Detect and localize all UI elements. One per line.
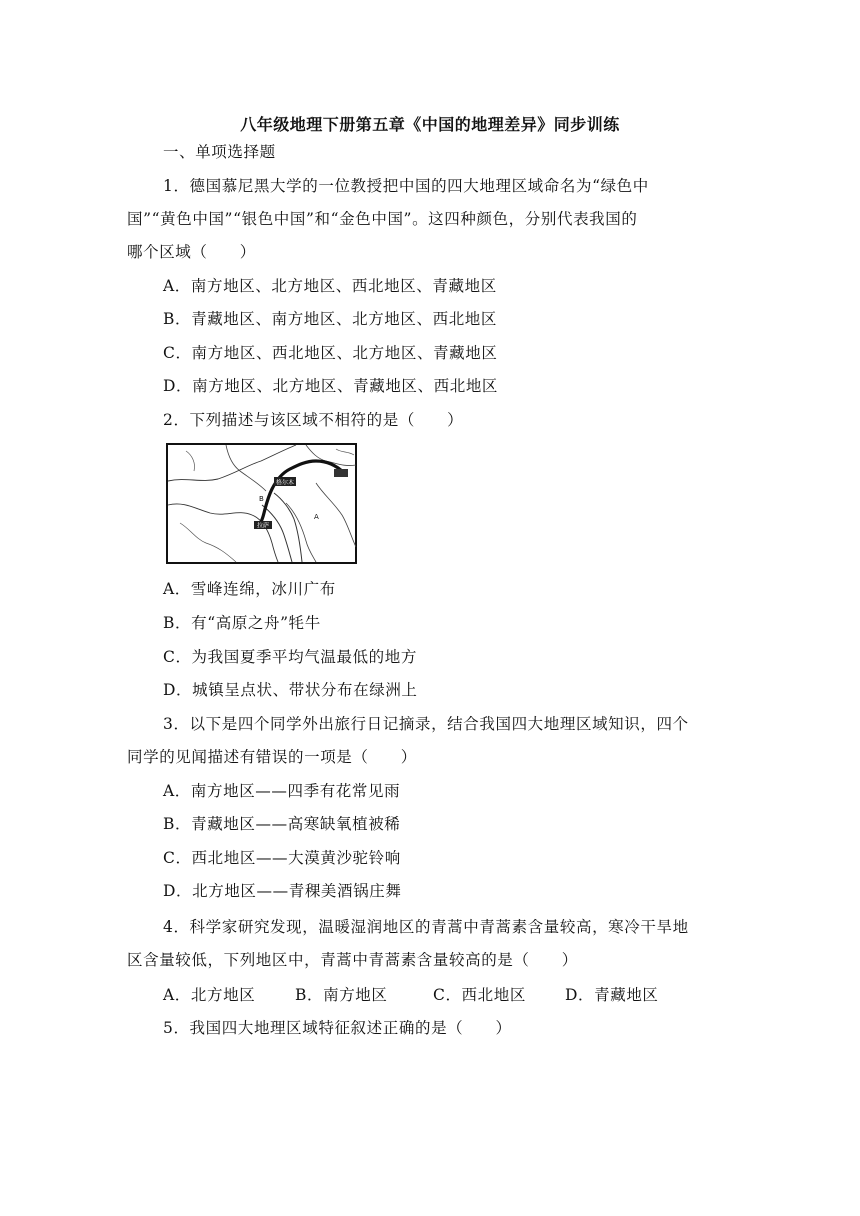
page-title: 八年级地理下册第五章《中国的地理差异》同步训练 bbox=[240, 115, 620, 134]
q1-option-c[interactable]: C．南方地区、西北地区、北方地区、青藏地区 bbox=[163, 344, 498, 362]
map-city-label-2: 拉萨 bbox=[256, 522, 270, 530]
q4-option-b[interactable]: B．南方地区 bbox=[295, 986, 388, 1004]
section-heading: 一、单项选择题 bbox=[163, 143, 276, 161]
q1-option-b[interactable]: B．青藏地区、南方地区、北方地区、西北地区 bbox=[163, 310, 497, 328]
map-city-block bbox=[334, 469, 348, 477]
q4-options-row bbox=[163, 983, 659, 1005]
q4-option-c[interactable]: C．西北地区 bbox=[433, 986, 526, 1004]
q1-text-line-3: 哪个区域（ ） bbox=[127, 243, 256, 261]
q4-option-d[interactable]: D．青藏地区 bbox=[565, 986, 659, 1004]
q5-text: 5．我国四大地理区域特征叙述正确的是（ ） bbox=[163, 1019, 512, 1037]
map-mark-b: B bbox=[259, 495, 264, 503]
q2-text: 2．下列描述与该区域不相符的是（ ） bbox=[163, 411, 464, 429]
q2-option-d[interactable]: D．城镇呈点状、带状分布在绿洲上 bbox=[163, 681, 418, 699]
q4-option-a[interactable]: A．北方地区 bbox=[163, 986, 256, 1004]
q1-option-a[interactable]: A．南方地区、北方地区、西北地区、青藏地区 bbox=[163, 277, 497, 295]
q4-text-line-1: 4．科学家研究发现，温暖湿润地区的青蒿中青蒿素含量较高，寒冷干旱地 bbox=[163, 918, 689, 936]
map-city-label-1: 格尔木 bbox=[275, 479, 295, 487]
q3-option-a[interactable]: A．南方地区——四季有花常见雨 bbox=[163, 782, 401, 800]
q1-text-line-2: 国”“黄色中国”“银色中国”和“金色中国”。这四种颜色，分别代表我国的 bbox=[127, 210, 638, 228]
q2-option-c[interactable]: C．为我国夏季平均气温最低的地方 bbox=[163, 648, 417, 666]
q3-option-c[interactable]: C．西北地区——大漠黄沙驼铃响 bbox=[163, 849, 401, 867]
q2-option-a[interactable]: A．雪峰连绵，冰川广布 bbox=[163, 580, 336, 598]
map-mark-a: A bbox=[314, 513, 319, 521]
q3-text-line-2: 同学的见闻描述有错误的一项是（ ） bbox=[127, 748, 417, 766]
q3-option-d[interactable]: D．北方地区——青稞美酒锅庄舞 bbox=[163, 882, 402, 900]
region-map bbox=[166, 443, 357, 564]
q2-option-b[interactable]: B．有“高原之舟”牦牛 bbox=[163, 614, 321, 632]
q3-text-line-1: 3．以下是四个同学外出旅行日记摘录，结合我国四大地理区域知识，四个 bbox=[163, 715, 689, 733]
q1-text-line-1: 1．德国慕尼黑大学的一位教授把中国的四大地理区域命名为“绿色中 bbox=[163, 177, 649, 195]
q1-option-d[interactable]: D．南方地区、北方地区、青藏地区、西北地区 bbox=[163, 377, 499, 395]
q3-option-b[interactable]: B．青藏地区——高寒缺氧植被稀 bbox=[163, 815, 401, 833]
q4-text-line-2: 区含量较低，下列地区中，青蒿中青蒿素含量较高的是（ ） bbox=[127, 951, 578, 969]
